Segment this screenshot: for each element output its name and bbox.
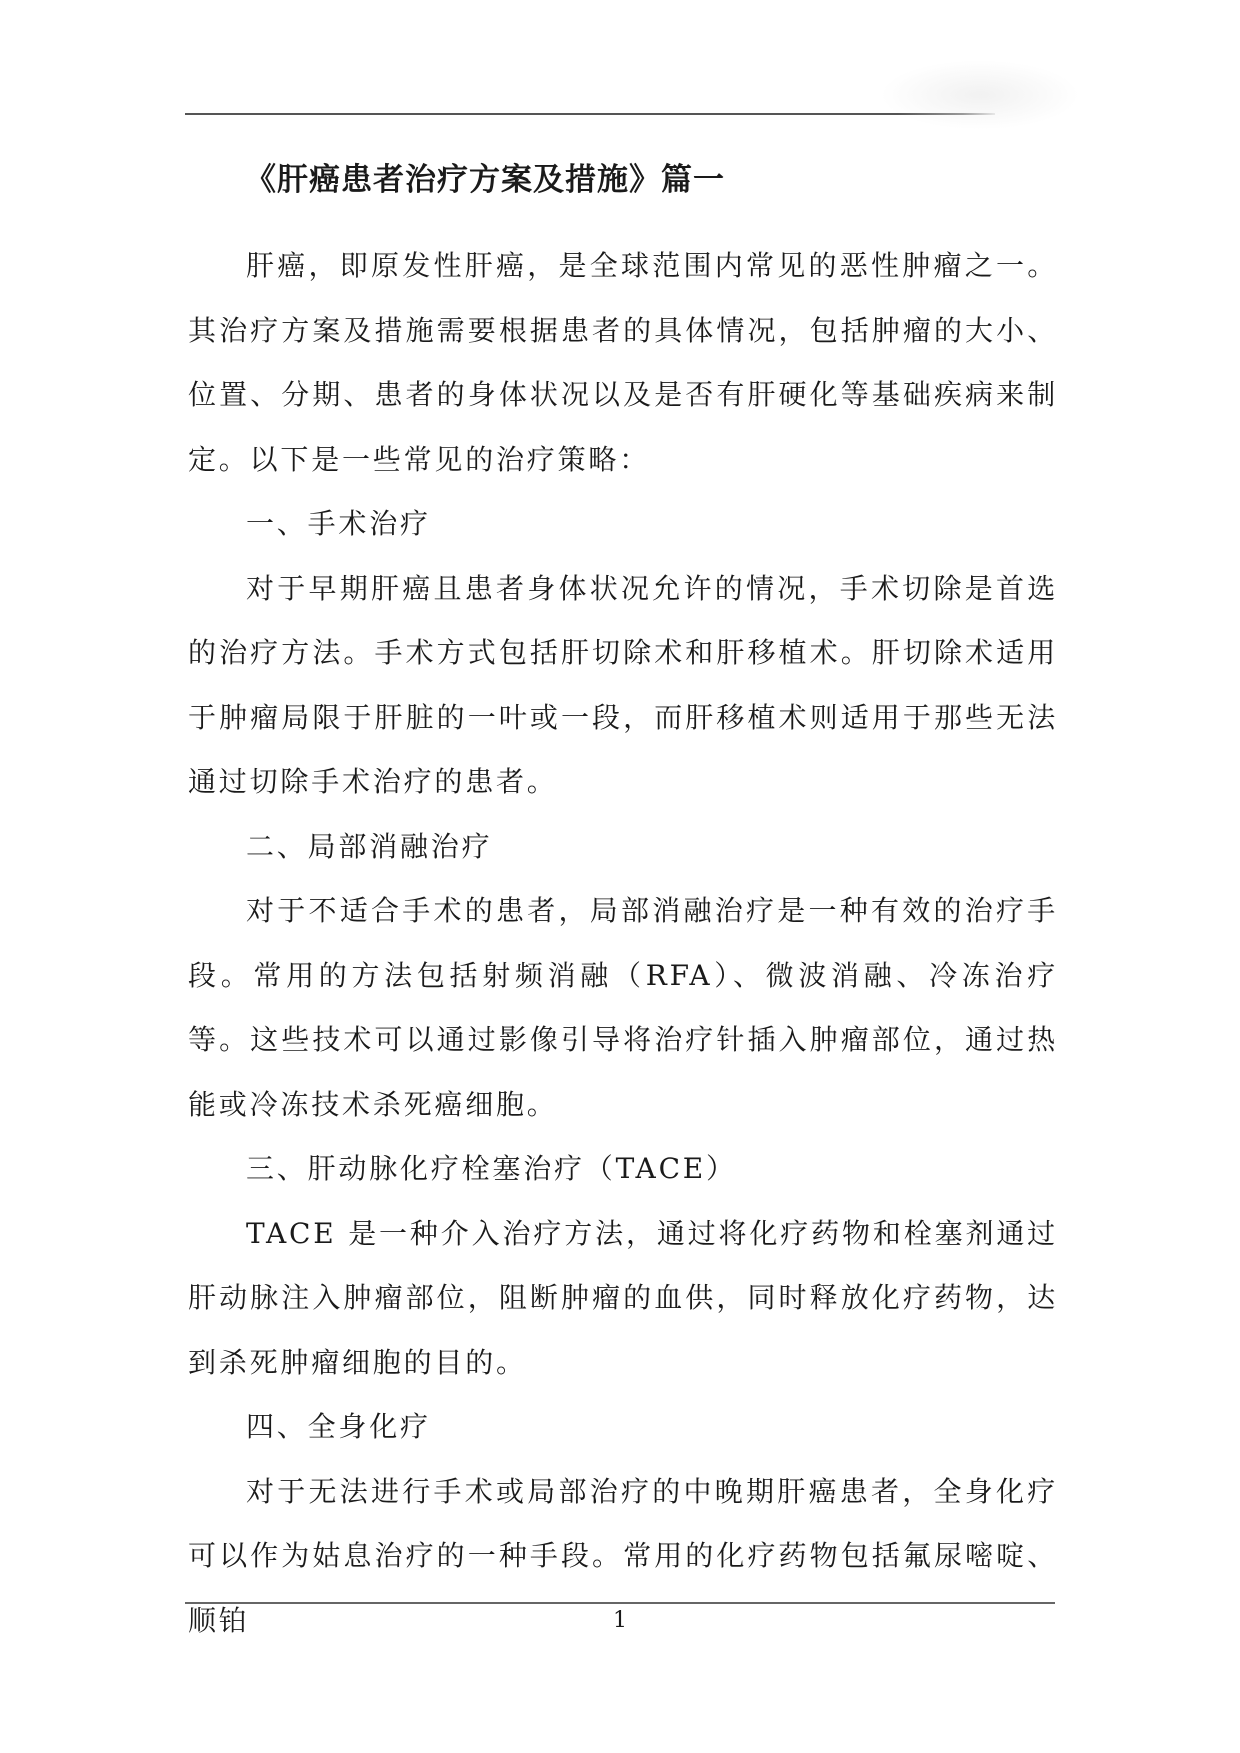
paragraph-ablation: 对于不适合手术的患者，局部消融治疗是一种有效的治疗手段。常用的方法包括射频消融（RFA）、微波消融、冷冻治疗等。这些技术可以通过影像引导将治疗针插入肿瘤部位，通过热能或冷冻技术杀死癌细胞。	[188, 894, 1058, 1121]
paragraph-chemotherapy: 对于无法进行手术或局部治疗的中晚期肝癌患者，全身化疗可以作为姑息治疗的一种手段。常用的化疗药物包括氟尿嘧啶、顺铂	[188, 1474, 1058, 1637]
section-heading-surgery: 一、手术治疗	[246, 507, 431, 540]
paragraph-tace: TACE 是一种介入治疗方法，通过将化疗药物和栓塞剂通过肝动脉注入肿瘤部位，阻断肿瘤的血供，同时释放化疗药物，达到杀死肿瘤细胞的目的。	[188, 1216, 1058, 1379]
header-rule	[185, 113, 995, 115]
section-heading-ablation: 二、局部消融治疗	[246, 829, 493, 863]
section-heading-chemotherapy: 四、全身化疗	[246, 1410, 431, 1443]
document-body	[188, 234, 1058, 1653]
paragraph-intro: 肝癌，即原发性肝癌，是全球范围内常见的恶性肿瘤之一。其治疗方案及措施需要根据患者的具体情况，包括肿瘤的大小、位置、分期、患者的身体状况以及是否有肝硬化等基础疾病来制定。以下是一些常见的治疗策略：	[188, 249, 1058, 476]
section-heading-tace: 三、肝动脉化疗栓塞治疗（TACE）	[246, 1152, 737, 1185]
header-shadow	[880, 60, 1080, 130]
footer-rule	[185, 1602, 1055, 1604]
page-number: 1	[613, 1608, 627, 1633]
document-title: 《肝癌患者治疗方案及措施》篇一	[245, 162, 725, 198]
paragraph-surgery: 对于早期肝癌且患者身体状况允许的情况，手术切除是首选的治疗方法。手术方式包括肝切除术和肝移植术。肝切除术适用于肿瘤局限于肝脏的一叶或一段，而肝移植术则适用于那些无法通过切除手术治疗的患者。	[188, 571, 1058, 798]
